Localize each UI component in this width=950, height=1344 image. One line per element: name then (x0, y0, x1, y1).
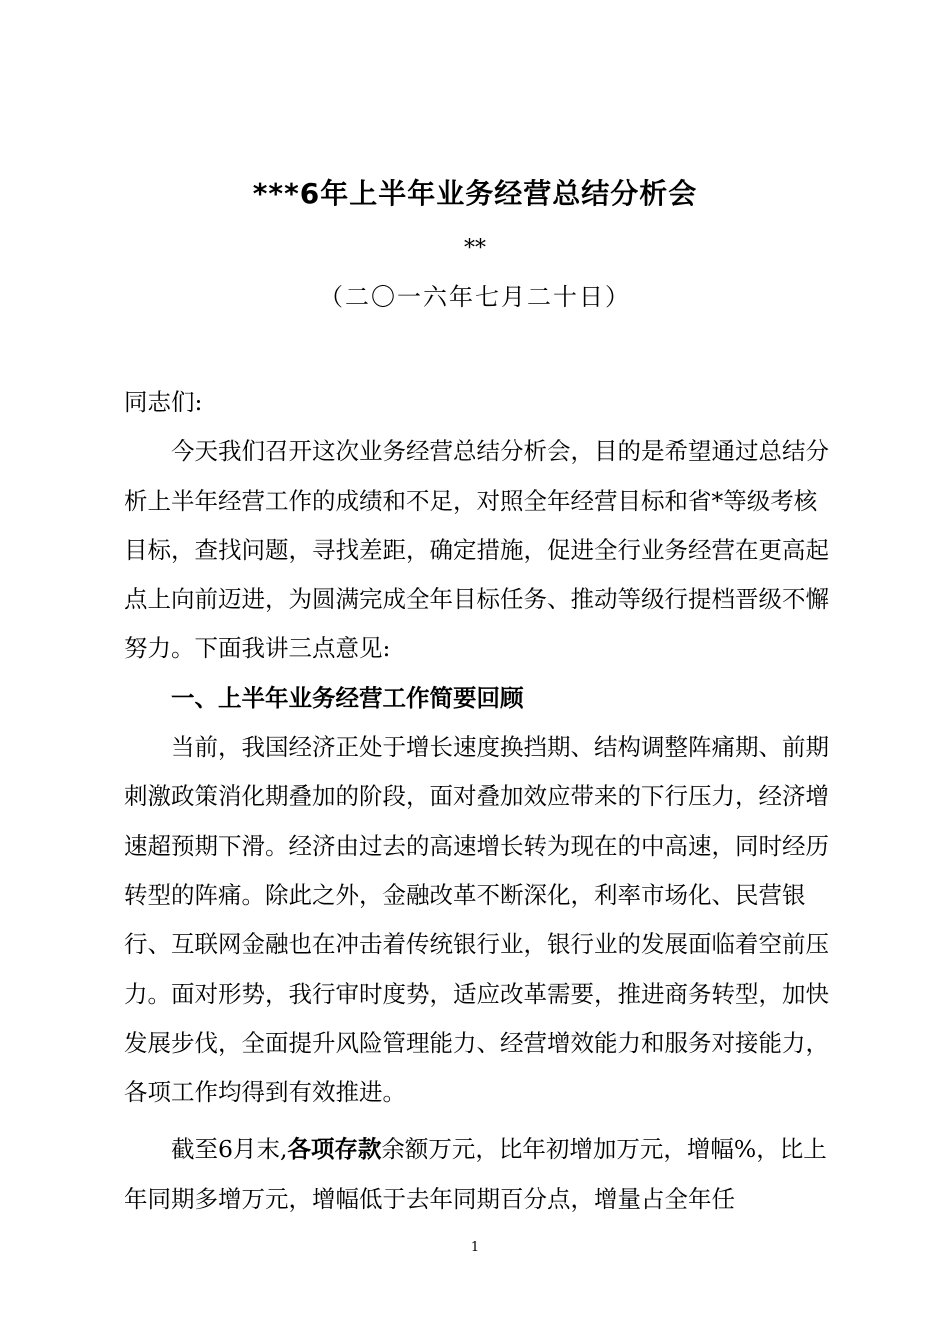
section-heading-1: 一、上半年业务经营工作简要回顾 (171, 683, 524, 712)
intro-paragraph: 今天我们召开这次业务经营总结分析会，目的是希望通过总结分析上半年经营工作的成绩和不足，对照全年经营目标和省*等级考核目标，查找问题，寻找差距，确定措施，促进全行业务经营在更高起点上向前迈进，为圆满完成全年目标任务、推动等级行提档晋级不懈努力。下面我讲三点意见: (124, 437, 829, 663)
deposits-prefix: 截至6月末, (171, 1135, 288, 1164)
document-date: （二〇一六年七月二十日） (319, 283, 631, 311)
document-body (124, 378, 836, 1224)
deposits-bold-term: 各项存款 (287, 1135, 382, 1164)
document-title: ***6年上半年业务经营总结分析会 (252, 177, 698, 210)
document-author: ** (464, 236, 486, 261)
deposits-paragraph (124, 1125, 836, 1224)
salutation: 同志们: (124, 388, 203, 416)
context-paragraph: 当前，我国经济正处于增长速度换挡期、结构调整阵痛期、前期刺激政策消化期叠加的阶段，面对叠加效应带来的下行压力，经济增速超预期下滑。经济由过去的高速增长转为现在的中高速，同时经历转型的阵痛。除此之外，金融改革不断深化，利率市场化、民营银行、互联网金融也在冲击着传统银行业，银行业的发展面临着空前压力。面对形势，我行审时度势，适应改革需要，推进商务转型，加快发展步伐，全面提升风险管理能力、经营增效能力和服务对接能力，各项工作均得到有效推进。 (124, 733, 829, 1107)
page-number: 1 (470, 1240, 480, 1255)
deposits-rest: 余额万元，比年初增加万元，增幅%，比上年同期多增万元，增幅低于去年同期百分点，增量占全年任 (124, 1135, 827, 1213)
